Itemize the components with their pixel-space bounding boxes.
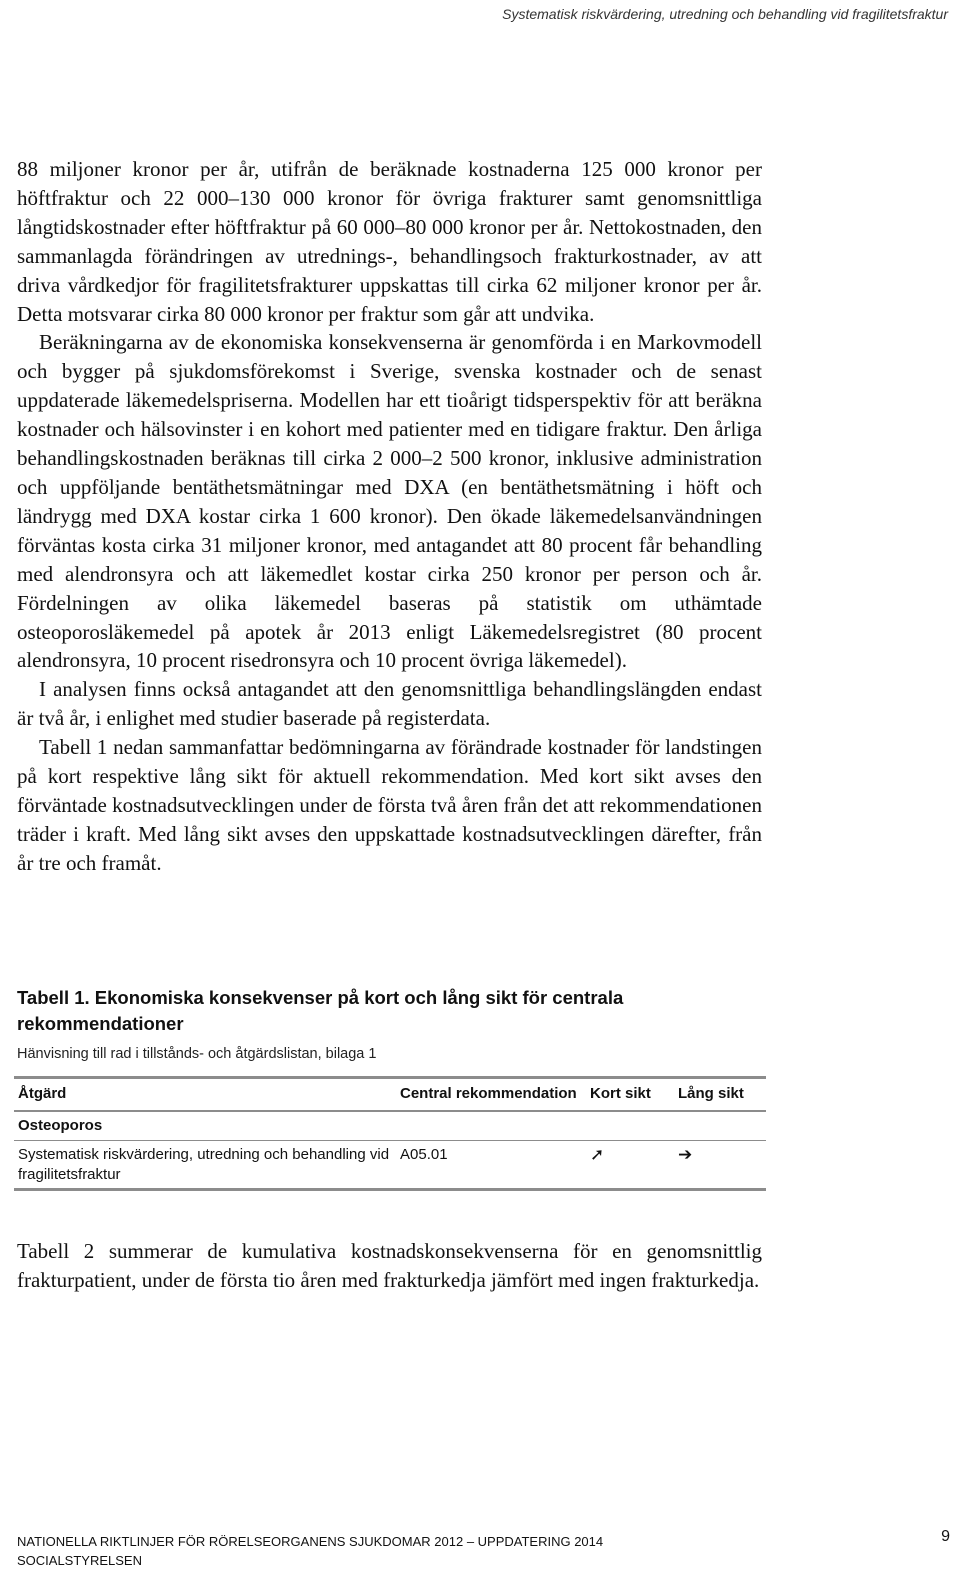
table-row: [14, 1141, 766, 1190]
running-header: Systematisk riskvärdering, utredning och behandling vid fragilitetsfraktur: [502, 6, 948, 22]
header-short-term: Kort sikt: [590, 1085, 651, 1102]
page-number: 9: [941, 1528, 950, 1545]
paragraph-net-cost: 88 miljoner kronor per år, utifrån de beräknade kostnaderna 125 000 kronor per höftfraktur och 22 000–130 000 kronor för övriga frakturer samt genomsnittliga långtidskostnader efter höftfraktur på 60 000–80 000 kronor per år. Nettokostnaden, den sammanlagda förändringen av utrednings-, behandlingsoch frakturkostnader, av att driva vårdkedjor för fragilitetsfrakturer uppskattas till cirka 62 miljoner kronor per år. Detta motsvarar cirka 80 000 kronor per fraktur som går att undvika.: [17, 157, 762, 326]
paragraph-calculations: Beräkningarna av de ekonomiska konsekvenserna är genomförda i en Markovmodell och bygger på sjukdomsförekomst i Sverige, svenska kostnader och de senast uppdaterade läkemedelspriserna. Modellen har ett tioårigt tidsperspektiv för att beräkna kostnader och hälsovinster i en kohort med patienter med en tidigare fraktur. Den årliga behandlingskostnaden beräknas till cirka 2 000–2 500 kronor, inklusive administration och uppföljande bentäthetsmätningar med DXA (en bentäthetsmätning i höft och ländrygg med DXA kostar cirka 1 600 kronor). Den ökade läkemedelsanvändningen förväntas kosta cirka 31 miljoner kronor, med antagandet att 80 procent får behandling med alendronsyra och att läkemedlet kostar cirka 250 kronor per person och år. Fördelningen av olika läkemedel baseras på statistik om uthämtade osteoporosläkemedel på apotek år 2013 enligt Läkemedelsregistret (80 procent alendronsyra, 10 procent risedronsyra och 10 procent övriga läkemedel).: [17, 330, 762, 673]
header-recommendation: Central rekommendation: [400, 1085, 577, 1102]
main-text: [17, 155, 762, 878]
header-action: Åtgärd: [18, 1085, 67, 1102]
footer-publisher: SOCIALSTYRELSEN: [17, 1553, 142, 1568]
cell-action: Systematisk riskvärdering, utredning och behandling vid fragilitetsfraktur: [18, 1146, 390, 1183]
section-label: Osteoporos: [18, 1117, 103, 1134]
cell-short-term: [586, 1141, 674, 1190]
cell-long-term: [674, 1141, 766, 1190]
page-footer: [17, 1532, 603, 1570]
footer-publication-title: NATIONELLA RIKTLINJER FÖR RÖRELSEORGANENS SJUKDOMAR 2012 – UPPDATERING 2014: [17, 1534, 604, 1549]
header-long-term: Lång sikt: [678, 1085, 744, 1102]
paragraph-table2-summary: Tabell 2 summerar de kumulativa kostnadskonsekvenserna för en genomsnittlig frakturpatient, under de första tio åren med frakturkedja jämfört med ingen frakturkedja.: [17, 1239, 762, 1292]
paragraph-treatment-length: I analysen finns också antagandet att den genomsnittliga behandlingslängden endast är två år, i enlighet med studier baserade på registerdata.: [17, 677, 762, 731]
table-subtitle: Hänvisning till rad i tillstånds- och åtgärdslistan, bilaga 1: [17, 1046, 377, 1062]
arrow-right-icon: ➔: [678, 1145, 693, 1165]
cell-recommendation: A05.01: [400, 1146, 448, 1163]
arrow-up-right-icon: ➚: [590, 1145, 605, 1165]
economic-consequences-table: [14, 1076, 766, 1191]
paragraph-table-intro: Tabell 1 nedan sammanfattar bedömningarna av förändrade kostnader för landstingen på kort respektive lång sikt för aktuell rekommendation. Med kort sikt avses den förväntade kostnadsutvecklingen under de första två åren från det att rekommendationen träder i kraft. Med lång sikt avses den uppskattade kostnadsutvecklingen därefter, från år tre och framåt.: [17, 735, 762, 875]
table-title: Tabell 1. Ekonomiska konsekvenser på kort och lång sikt för centrala rekommendationer: [17, 987, 624, 1034]
closing-text: [17, 1237, 762, 1295]
table-header-row: [14, 1078, 766, 1112]
table-section-row: [14, 1111, 766, 1141]
